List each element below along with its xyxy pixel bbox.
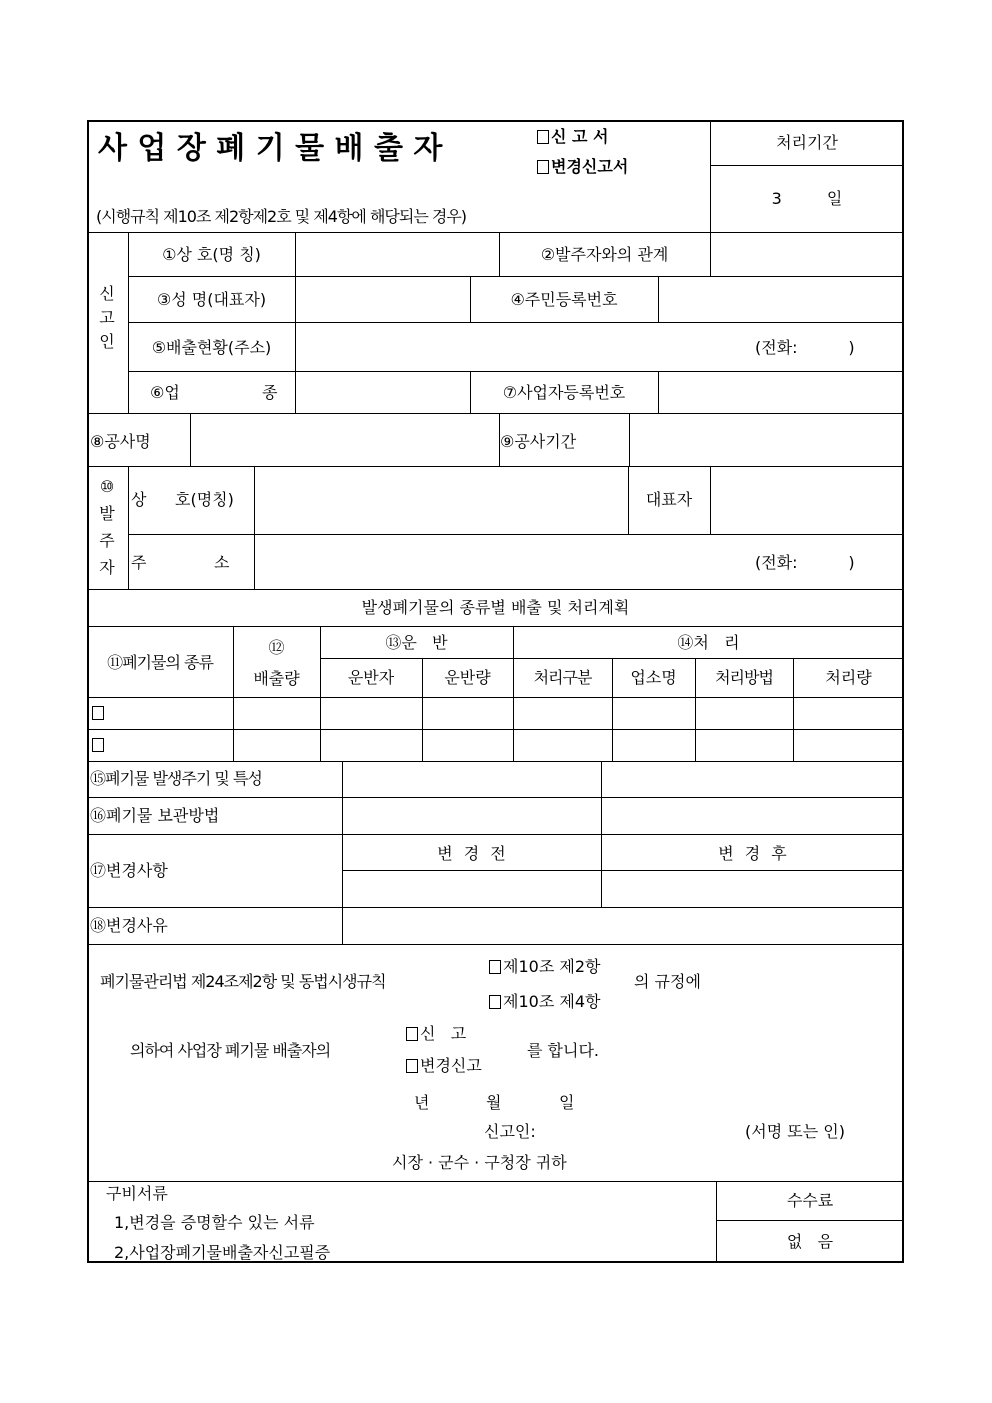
form-type-report[interactable]: 신 고 서 bbox=[537, 127, 609, 147]
header-discharge-amount: 배출량 bbox=[253, 669, 300, 688]
checkbox-article10-para4[interactable] bbox=[489, 995, 501, 1009]
checkbox-waste-type-2[interactable] bbox=[92, 738, 104, 752]
input-generation-cycle-before[interactable] bbox=[343, 762, 601, 796]
declaration-line1-end: 의 규정에 bbox=[634, 972, 701, 991]
input-relation-to-orderer[interactable] bbox=[711, 233, 903, 275]
form-type-change-report[interactable]: 변경신고서 bbox=[537, 157, 628, 177]
required-doc-item: 2,사업장폐기물배출자신고필증 bbox=[114, 1243, 331, 1262]
declaration-line2-end: 를 합니다. bbox=[527, 1041, 599, 1060]
option-report[interactable]: 신 고 bbox=[406, 1024, 466, 1044]
label-company-name: ①상 호(명 칭) bbox=[162, 245, 261, 264]
checkbox-option-report[interactable] bbox=[406, 1027, 418, 1041]
declaration-line1-start: 폐기물관리법 제24조제2항 및 동법시생규칙 bbox=[100, 972, 386, 991]
label-resident-number: ④주민등록번호 bbox=[510, 290, 618, 309]
divider bbox=[87, 1181, 904, 1182]
label-construction-period: ⑨공사기간 bbox=[500, 432, 577, 451]
checkbox-article10-para2[interactable] bbox=[489, 960, 501, 974]
checkbox-option-change-report[interactable] bbox=[406, 1059, 418, 1073]
input-company-name[interactable] bbox=[296, 233, 499, 275]
header-transport-amount: 운반량 bbox=[444, 668, 491, 687]
header-waste-type: ⑪폐기물의 종류 bbox=[107, 653, 213, 672]
divider bbox=[716, 1220, 904, 1221]
label-orderer-company-b: 호(명칭) bbox=[175, 490, 234, 509]
divider bbox=[87, 729, 904, 730]
checkbox-waste-type-1[interactable] bbox=[92, 706, 104, 720]
input-change-reason[interactable] bbox=[343, 908, 903, 943]
label-orderer-representative: 대표자 bbox=[645, 490, 693, 509]
input-construction-period[interactable] bbox=[630, 414, 903, 465]
header-treatment-method: 처리방법 bbox=[715, 668, 773, 687]
label-business-type-b: 종 bbox=[262, 383, 278, 402]
date-month: 월 bbox=[486, 1093, 502, 1112]
header-treatment-group: ⑭처 리 bbox=[677, 633, 740, 652]
header-before-change: 변 경 전 bbox=[437, 844, 506, 863]
header-transporter: 운반자 bbox=[347, 668, 395, 687]
label-construction-name: ⑧공사명 bbox=[90, 432, 151, 451]
header-after-change: 변 경 후 bbox=[718, 844, 787, 863]
orderer-group-label: ⑩ 발 주 자 bbox=[99, 477, 115, 577]
fee-label: 수수료 bbox=[786, 1191, 834, 1210]
plan-section-title: 발생폐기물의 종류별 배출 및 처리계획 bbox=[361, 598, 630, 617]
input-change-before[interactable] bbox=[343, 871, 601, 907]
form-subtitle: (시행규칙 제10조 제2항제2호 및 제4항에 해당되는 경우) bbox=[96, 207, 467, 226]
required-docs-title: 구비서류 bbox=[106, 1184, 168, 1203]
required-doc-item: 1,변경을 증명할수 있는 서류 bbox=[114, 1213, 315, 1232]
option-change-report[interactable]: 변경신고 bbox=[406, 1056, 482, 1076]
input-business-reg-number[interactable] bbox=[659, 372, 903, 412]
addressee: 시장 · 군수 · 구청장 귀하 bbox=[392, 1153, 567, 1172]
label-generation-cycle: ⑮폐기물 발생주기 및 특성 bbox=[90, 769, 262, 788]
input-storage-method-after[interactable] bbox=[602, 798, 903, 833]
input-storage-method-before[interactable] bbox=[343, 798, 601, 833]
label-storage-method: ⑯폐기물 보관방법 bbox=[90, 806, 220, 825]
input-orderer-company[interactable] bbox=[255, 467, 628, 533]
label-orderer-company-a: 상 bbox=[131, 490, 147, 509]
divider bbox=[710, 165, 904, 166]
label-business-type-a: ⑥업 bbox=[150, 383, 180, 402]
header-business-name: 업소명 bbox=[630, 668, 677, 687]
option-article10-para4[interactable]: 제10조 제4항 bbox=[489, 992, 600, 1012]
orderer-phone-label: (전화: ) bbox=[755, 553, 855, 572]
divider bbox=[87, 944, 904, 945]
header-treatment-type: 처리구분 bbox=[533, 668, 592, 687]
input-generation-cycle-after[interactable] bbox=[602, 762, 903, 796]
input-construction-name[interactable] bbox=[191, 414, 499, 465]
input-orderer-representative[interactable] bbox=[711, 467, 903, 533]
label-change-reason: ⑱변경사유 bbox=[90, 916, 168, 935]
sign-or-seal-label: (서명 또는 인) bbox=[745, 1122, 845, 1141]
label-business-reg-number: ⑦사업자등록번호 bbox=[502, 383, 626, 402]
form-title: 사 업 장 폐 기 물 배 출 자 bbox=[98, 131, 445, 166]
label-orderer-address-a: 주 bbox=[131, 553, 147, 572]
label-orderer-address-b: 소 bbox=[214, 553, 230, 572]
applicant-group-label: 신 고 인 bbox=[99, 284, 115, 351]
label-relation-to-orderer: ②발주자와의 관계 bbox=[540, 245, 669, 264]
input-resident-number[interactable] bbox=[659, 277, 903, 321]
label-representative-name: ③성 명(대표자) bbox=[156, 290, 267, 309]
phone-label: (전화: ) bbox=[755, 338, 855, 357]
option-article10-para2[interactable]: 제10조 제2항 bbox=[489, 957, 600, 977]
input-representative-name[interactable] bbox=[296, 277, 470, 321]
date-day: 일 bbox=[559, 1093, 575, 1112]
processing-period-value: 3 일 bbox=[771, 189, 843, 208]
label-changes: ⑰변경사항 bbox=[90, 861, 168, 880]
divider bbox=[87, 697, 904, 698]
divider bbox=[87, 589, 904, 590]
declaration-line2-start: 의하여 사업장 폐기물 배출자의 bbox=[130, 1041, 331, 1060]
header-discharge-num: ⑫ bbox=[268, 638, 285, 657]
checkbox-report[interactable] bbox=[537, 130, 549, 144]
header-transport-group: ⑬운 반 bbox=[385, 633, 448, 652]
input-applicant-signature[interactable] bbox=[560, 1119, 730, 1143]
divider bbox=[87, 834, 904, 835]
fee-value: 없 음 bbox=[786, 1232, 834, 1251]
divider bbox=[128, 466, 129, 589]
checkbox-change-report[interactable] bbox=[537, 160, 549, 174]
divider bbox=[87, 626, 904, 627]
input-change-after[interactable] bbox=[602, 871, 903, 907]
input-business-type[interactable] bbox=[296, 372, 470, 412]
processing-period-label: 처리기간 bbox=[776, 133, 838, 152]
applicant-signature-label: 신고인: bbox=[484, 1122, 536, 1141]
header-treatment-amount: 처리량 bbox=[825, 668, 872, 687]
date-year: 년 bbox=[414, 1093, 430, 1112]
label-discharge-address: ⑤배출현황(주소) bbox=[151, 338, 272, 357]
